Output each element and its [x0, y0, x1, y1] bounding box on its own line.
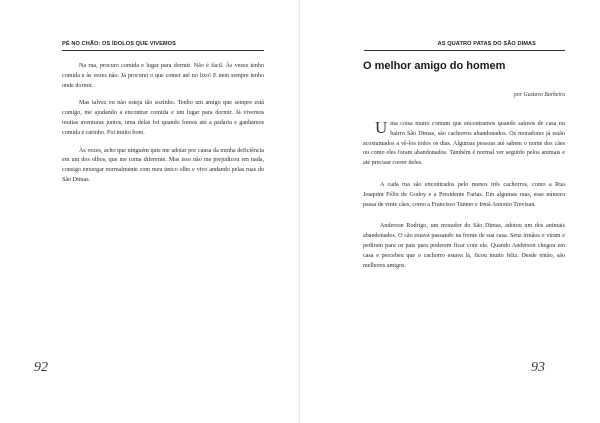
- body-paragraph: A cada rua são encontrados pelo menos três cachorros, como a Rua Joaquim Félix de Godoy e a Presidente Farias. Em algumas ruas, esse número passa de vinte cães, como a Francisco Tanner e Irmã Antonio Trevisan.: [363, 181, 565, 208]
- body-paragraph: Na rua, procuro comida e lugar para dormir. Não é fácil. Às vezes tenho comida e às vezes não. Já procurei o que comer até no lixo! E nem sempre tenho onde dormir.: [62, 63, 264, 89]
- running-header-left: PÉ NO CHÃO: OS ÍDOLOS QUE VIVEMOS: [62, 41, 176, 47]
- header-rule-right: [364, 50, 565, 51]
- page-number-left: 92: [34, 360, 48, 375]
- running-header-right: AS QUATRO PATAS DO SÃO DIMAS: [437, 41, 536, 47]
- body-paragraph: Mas talvez eu não esteja tão sozinho. Tenho um amigo que sempre está comigo, me ajudando a encontrar comida e um lugar para dormir. Já vivemos muitas aventuras juntos, uma delas foi quando fomos até a padaria e ganhamos comida e carinho. Foi muito bom.: [62, 100, 264, 136]
- article-title: O melhor amigo do homem: [363, 60, 506, 72]
- opening-paragraph: [363, 120, 565, 169]
- article-byline: por Gustavo Barbeiro: [514, 92, 565, 98]
- left-page-body: [62, 62, 264, 194]
- body-paragraph: Anderson Rodrigo, um morador do São Dimas, adotou um dos animais abandonados. O cão estava passando na frente de sua casa. Seus irmãos o viram e pediram para os pais para poderem ficar com ele. Quando Anderson chegou em casa e percebeu que o cachorro estava lá, ficou muito feliz. Desde então, são melhores amigos.: [363, 223, 565, 269]
- right-page: [300, 0, 600, 423]
- right-page-body: [363, 120, 565, 279]
- page-number-right: 93: [531, 360, 545, 375]
- body-paragraph: Às vezes, acho que ninguém quis me adotar por causa da minha deficiência em um dos olhos, que me torna diferente. Mas isso não me prejudicou em nada, consigo enxergar normalmente com meu único olho e vivo andando pelas ruas do São Dimas.: [62, 147, 264, 183]
- header-rule-left: [62, 50, 264, 51]
- drop-cap: U: [375, 118, 388, 137]
- opening-paragraph-text: ma coisa muito comum que encontramos quando saímos de casa no bairro São Dimas, são cachorros abandonados. Os moradores já estão acostumados a vê-los todos os dias. Algumas pessoas até sabem o nome dos cães ou como eles foram abandonados. Também é normal ver seguido pelos animais e até precisar correr deles.: [363, 121, 565, 167]
